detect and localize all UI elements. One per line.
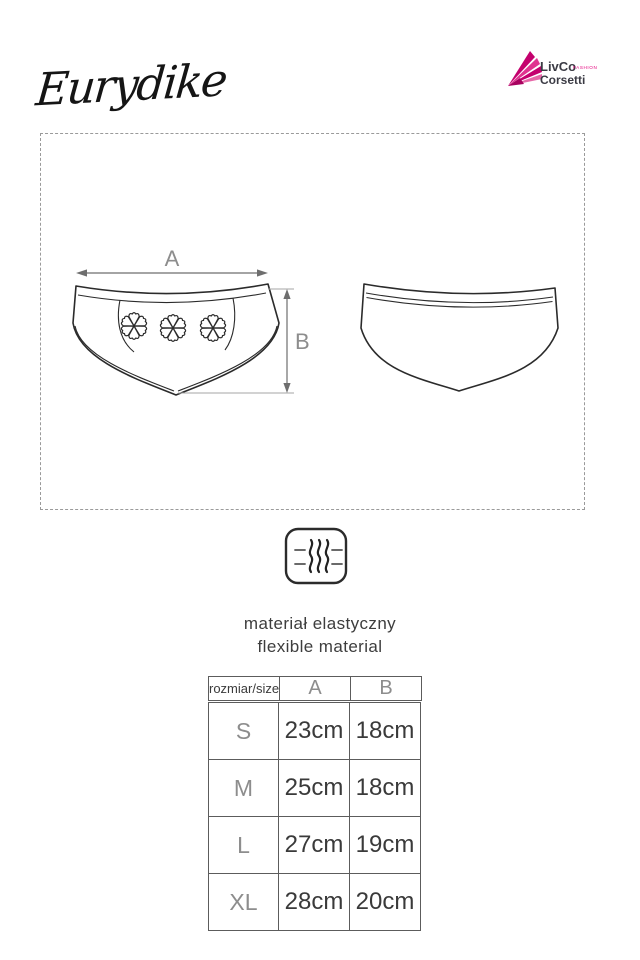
dim-a-cell: 25cm xyxy=(279,760,350,817)
dim-label-a: A xyxy=(164,246,180,271)
dim-b-cell: 20cm xyxy=(350,874,421,931)
product-name-script: Eurydike xyxy=(33,53,229,117)
logo-fashion-text: FASHION xyxy=(573,65,598,70)
table-row xyxy=(209,817,421,874)
flower-applique-icon xyxy=(159,315,187,342)
dim-arrow-b xyxy=(178,289,294,393)
back-view-drawing xyxy=(361,284,558,391)
technical-drawing-panel xyxy=(40,133,585,510)
dim-a-cell: 28cm xyxy=(279,874,350,931)
logo-livco-text: LivCo xyxy=(540,59,577,74)
header-col-b: B xyxy=(351,677,422,701)
dim-b-cell: 19cm xyxy=(350,817,421,874)
table-row xyxy=(209,760,421,817)
table-header-row xyxy=(209,677,422,701)
dim-b-cell: 18cm xyxy=(350,760,421,817)
table-row xyxy=(209,703,421,760)
logo-wing-icon xyxy=(508,51,542,86)
header-size-col: rozmiar/size xyxy=(209,677,280,701)
dim-label-b: B xyxy=(295,329,310,354)
dim-b-cell: 18cm xyxy=(350,703,421,760)
material-caption-en: flexible material xyxy=(257,637,383,656)
material-caption xyxy=(0,612,640,658)
flower-applique-icon xyxy=(199,315,227,342)
table-row xyxy=(209,874,421,931)
logo-corsetti-text: Corsetti xyxy=(540,73,586,87)
garment-diagram xyxy=(41,134,584,509)
size-cell: XL xyxy=(209,874,279,931)
dim-a-cell: 23cm xyxy=(279,703,350,760)
size-cell: L xyxy=(209,817,279,874)
flower-applique-icon xyxy=(120,313,148,340)
dim-a-cell: 27cm xyxy=(279,817,350,874)
flexible-material-icon xyxy=(284,527,348,585)
brand-logo xyxy=(500,48,600,96)
size-cell: S xyxy=(209,703,279,760)
size-table xyxy=(208,702,421,931)
header-col-a: A xyxy=(280,677,351,701)
size-cell: M xyxy=(209,760,279,817)
material-caption-pl: materiał elastyczny xyxy=(243,614,397,633)
size-table-header xyxy=(208,676,422,701)
